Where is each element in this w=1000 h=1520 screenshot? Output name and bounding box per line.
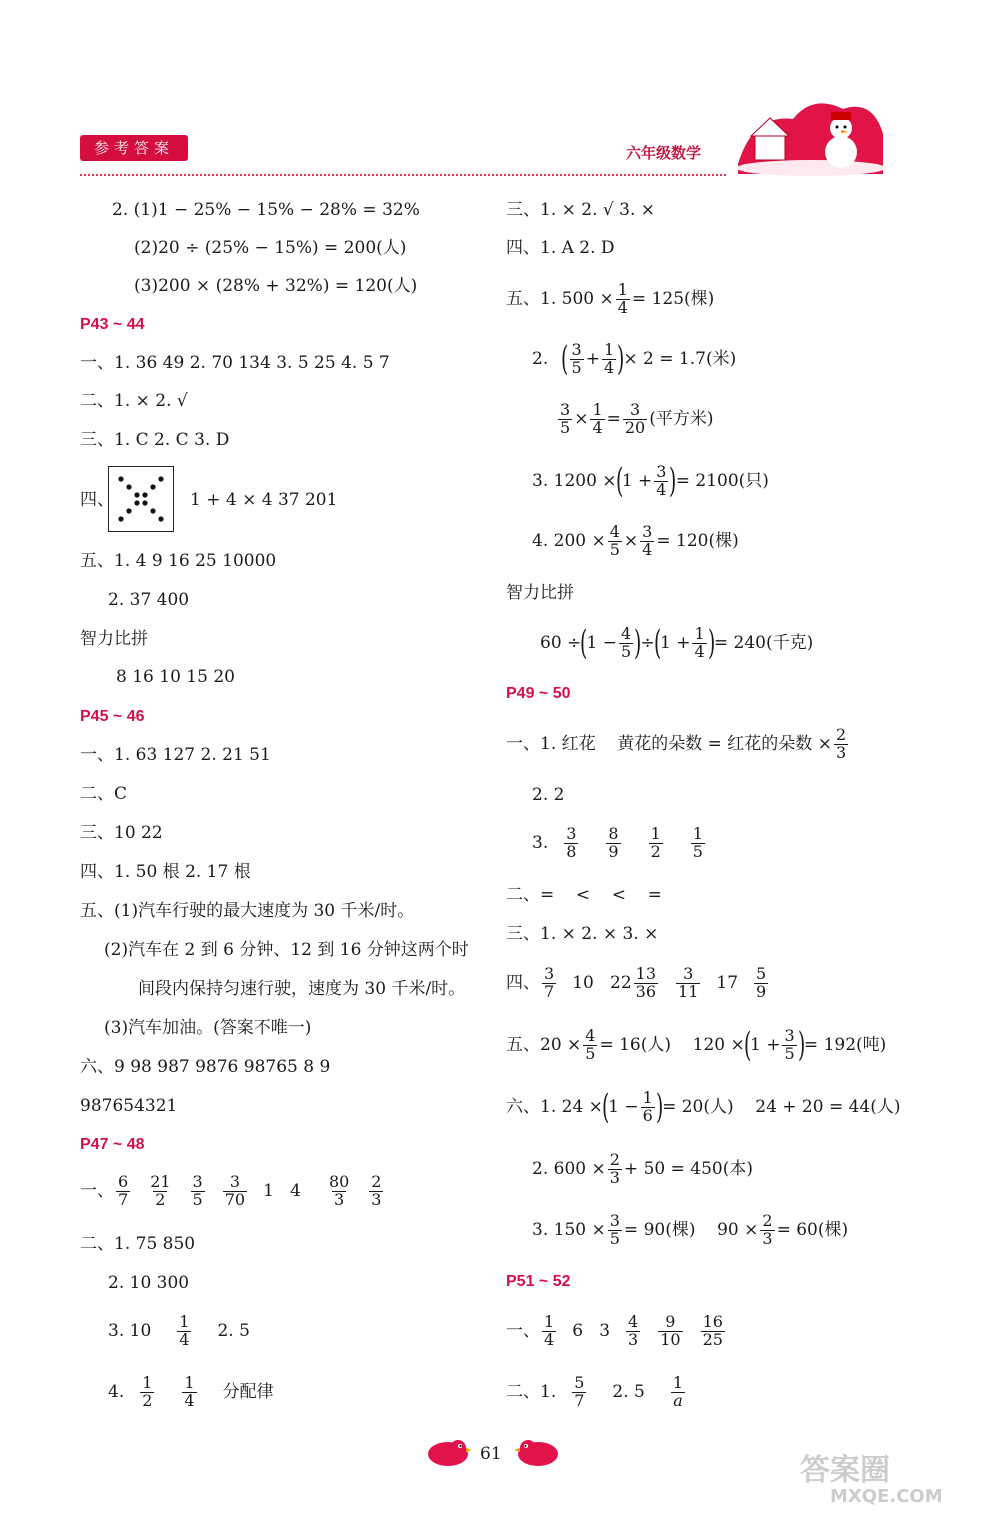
fraction-answer-line: 五、20 × $\frac{4}{5}$ = 16(人) 120 × ( 1 + $\frac{3}{5}$ ) = 192(吨) [506,1025,887,1066]
answer-line: 五、1. 4 9 16 25 10000 [80,551,277,571]
fraction: $\frac{1}{4}$ [603,340,615,377]
fraction: $\frac{3}{5}$ [192,1172,203,1209]
answer-line: 三、1. × 2. √ 3. × [506,200,655,220]
fraction-answer-line: 六、1. 24 × ( 1 − $\frac{1}{6}$ ) = 20(人) 24 + 20 = 44(人) [506,1087,901,1128]
fraction: $\frac{4}{5}$ [621,624,632,661]
answer-label: 一、 [506,1320,540,1341]
fraction: $\frac{3}{5}$ [609,1211,620,1248]
fraction: $\frac{16}{25}$ [702,1312,723,1349]
watermark: 答案圈 [800,1453,890,1488]
fraction: $\frac{3}{7}$ [544,964,555,1001]
fraction-answer-line: 4. 200 × $\frac{4}{5}$ × $\frac{3}{4}$ = 120(棵) [532,522,739,559]
challenge-heading: 智力比拼 [506,583,574,603]
section-heading: P45 ~ 46 [80,708,145,725]
fraction: $\frac{3}{8}$ [566,824,577,861]
answer-key-badge: 参考答案 [80,135,188,161]
answer-line: 六、9 98 987 9876 98765 8 9 [80,1057,331,1077]
answer-text: = 20(人) 24 + 20 = 44(人) [662,1096,901,1117]
answer-line: (2)汽车在 2 到 6 分钟、12 到 16 分钟这两个时 [104,940,469,960]
fraction: $\frac{2}{3}$ [835,725,847,762]
fraction: $\frac{5}{7}$ [574,1373,585,1410]
fraction: $\frac{4}{3}$ [628,1312,639,1349]
answer-text: 五、1. 500 × [506,288,614,309]
answer-text: 二、1. [506,1381,557,1402]
answer-line: 二、= < < = [506,885,662,905]
fraction: $\frac{6}{7}$ [118,1172,129,1209]
fraction-answer-line [506,1375,687,1410]
fraction-answer-line [108,1375,274,1410]
page-number: 61 [480,1444,502,1464]
fraction: $\frac{80}{3}$ [328,1172,350,1209]
answer-text: + 50 = 450(本) [623,1158,753,1179]
fraction: $\frac{1}{5}$ [692,824,703,861]
answer-line: 2. 37 400 [108,590,190,610]
answer-text: 一、1. 红花 黄花的朵数 = 红花的朵数 × [506,733,832,754]
answer-text: 3. 10 [108,1320,152,1341]
fraction: $\frac{4}{5}$ [585,1026,596,1063]
answer-line: 四、1. A 2. D [506,238,615,258]
answer-text: 60 ÷ [540,632,582,653]
answer-text: 2. 5 [612,1381,645,1402]
section-heading: P47 ~ 48 [80,1136,145,1153]
answer-text: × 2 = 1.7(米) [623,348,737,369]
answer-line: 四、1. 50 根 2. 17 根 [80,862,251,882]
answer-line: 三、1. × 2. × 3. × [506,924,659,944]
answer-text: 17 [716,972,739,993]
fraction: $\frac{1}{2}$ [142,1373,153,1410]
fraction: $\frac{2}{3}$ [371,1172,382,1209]
fraction-answer-line [532,1152,753,1187]
fraction: $\frac{3}{70}$ [224,1172,246,1209]
answer-text: 6 3 [572,1320,611,1341]
answer-line: (3)汽车加油。(答案不唯一) [104,1018,312,1038]
fraction: $\frac{1}{4}$ [592,400,603,437]
fraction: $\frac{1}{4}$ [184,1373,195,1410]
answer-line: 987654321 [80,1096,178,1116]
fraction: $\frac{1}{a}$ [672,1373,684,1410]
answer-line: 2. (1)1 − 25% − 15% − 28% = 32% [112,200,420,220]
answer-text: 分配律 [222,1381,274,1402]
fraction: $\frac{3}{4}$ [656,462,667,499]
answer-line: 1 + 4 × 4 37 201 [190,490,338,510]
answer-text: = 60(棵) [776,1219,849,1240]
dot-pattern-figure [108,466,174,532]
answer-line: (3)200 × (28% + 32%) = 120(人) [134,276,418,296]
fraction-answer-line [506,1314,727,1349]
answer-text: = 192(吨) [803,1034,887,1055]
answer-text: = 125(棵) [631,288,715,309]
fraction: $\frac{1}{4}$ [179,1312,190,1349]
fraction: $\frac{1}{6}$ [642,1088,653,1125]
fraction: $\frac{9}{10}$ [660,1312,681,1349]
fraction: $\frac{4}{5}$ [609,522,620,559]
fraction: $\frac{21}{2}$ [150,1172,171,1209]
fraction: $\frac{5}{9}$ [756,964,767,1001]
fraction: $\frac{1}{4}$ [617,280,628,317]
answer-label: 四、 [80,490,114,510]
fraction: $\frac{13}{36}$ [635,964,657,1001]
fraction: $\frac{1}{2}$ [650,824,661,861]
answer-line: 2. 10 300 [108,1273,190,1293]
fraction: $\frac{3}{4}$ [642,522,653,559]
fraction-answer-line [506,282,714,317]
fraction-answer-line [506,727,850,762]
answer-line: 五、(1)汽车行驶的最大速度为 30 千米/时。 [80,901,415,921]
answer-text: = 16(人) 120 × [599,1034,745,1055]
answer-text: 4. 200 × [532,530,606,551]
fraction-answer-line: 60 ÷ ( 1 − $\frac{4}{5}$ ) ÷ ( 1 + $\frac{1}{4}$ ) = 240(千克) [540,623,814,664]
answer-text: = 2100(只) [675,470,769,491]
answer-text: 五、20 × [506,1034,582,1055]
fraction: $\frac{2}{3}$ [609,1150,620,1187]
fraction: $\frac{1}{4}$ [694,624,705,661]
answer-line: 一、1. 36 49 2. 70 134 3. 5 25 4. 5 7 [80,353,390,373]
fraction-answer-line [108,1314,250,1349]
snowman-decoration [733,94,888,176]
answer-line: 二、1. × 2. √ [80,391,188,411]
answer-line: 8 16 10 15 20 [116,667,235,687]
answer-text: 3. 1200 × [532,470,617,491]
fraction-answer-line: 2. ( $\frac{3}{5}$ + $\frac{1}{4}$ ) × 2 = 1.7(米) [532,339,737,380]
answer-text: 3. [532,832,549,853]
answer-text: 六、1. 24 × [506,1096,603,1117]
answer-line: 间段内保持匀速行驶，速度为 30 千米/时。 [138,979,466,999]
header-divider [80,174,726,176]
fraction-answer-line [532,826,707,861]
answer-text: 3. 150 × [532,1219,606,1240]
challenge-heading: 智力比拼 [80,629,148,649]
fraction-answer-line [80,1174,385,1209]
answer-text: 10 22 [572,972,632,993]
answer-line: 三、10 22 [80,823,163,843]
answer-text: 4. [108,1381,125,1402]
bird-icon [424,1436,472,1468]
answer-text: (平方米) [649,408,714,429]
fraction: $\frac{3}{11}$ [678,964,699,1001]
fraction: $\frac{8}{9}$ [608,824,619,861]
answer-line: 2. 2 [532,785,565,805]
bird-icon [514,1436,562,1468]
fraction: $\frac{3}{5}$ [571,340,582,377]
answer-line: 二、1. 75 850 [80,1234,196,1254]
answer-line: 二、C [80,784,128,804]
answer-label: 一、 [80,1180,114,1201]
fraction: $\frac{1}{4}$ [544,1312,555,1349]
fraction-answer-line [506,966,770,1001]
section-heading: P43 ~ 44 [80,316,145,333]
section-heading: P51 ~ 52 [506,1273,571,1290]
answer-line: (2)20 ÷ (25% − 15%) = 200(人) [134,238,407,258]
answer-text: 2. 5 [217,1320,250,1341]
fraction: $\frac{3}{5}$ [784,1026,795,1063]
fraction-answer-line [532,1213,848,1248]
grade-subject-label: 六年级数学 [626,144,702,162]
watermark-url: MXQE.COM [830,1486,943,1507]
answer-text: 2. [532,348,549,369]
answer-line: 三、1. C 2. C 3. D [80,430,230,450]
answer-text: 2. 600 × [532,1158,606,1179]
fraction-answer-line: 3. 1200 × ( 1 + $\frac{3}{4}$ ) = 2100(只) [532,461,769,502]
fraction: $\frac{2}{3}$ [762,1211,773,1248]
fraction: $\frac{3}{20}$ [624,400,646,437]
fraction: $\frac{3}{5}$ [560,400,571,437]
answer-text: = 240(千克) [713,632,814,653]
answer-text: = 90(棵) 90 × [623,1219,759,1240]
section-heading: P49 ~ 50 [506,685,571,702]
fraction-answer-line: $\frac{3}{5}$ × $\frac{1}{4}$ = $\frac{3}{20}$ (平方米) [560,400,714,437]
answer-text: 1 4 [263,1180,301,1201]
answer-line: 一、1. 63 127 2. 21 51 [80,745,271,765]
answer-text: = 120(棵) [656,530,739,551]
answer-label: 四、 [506,972,540,993]
